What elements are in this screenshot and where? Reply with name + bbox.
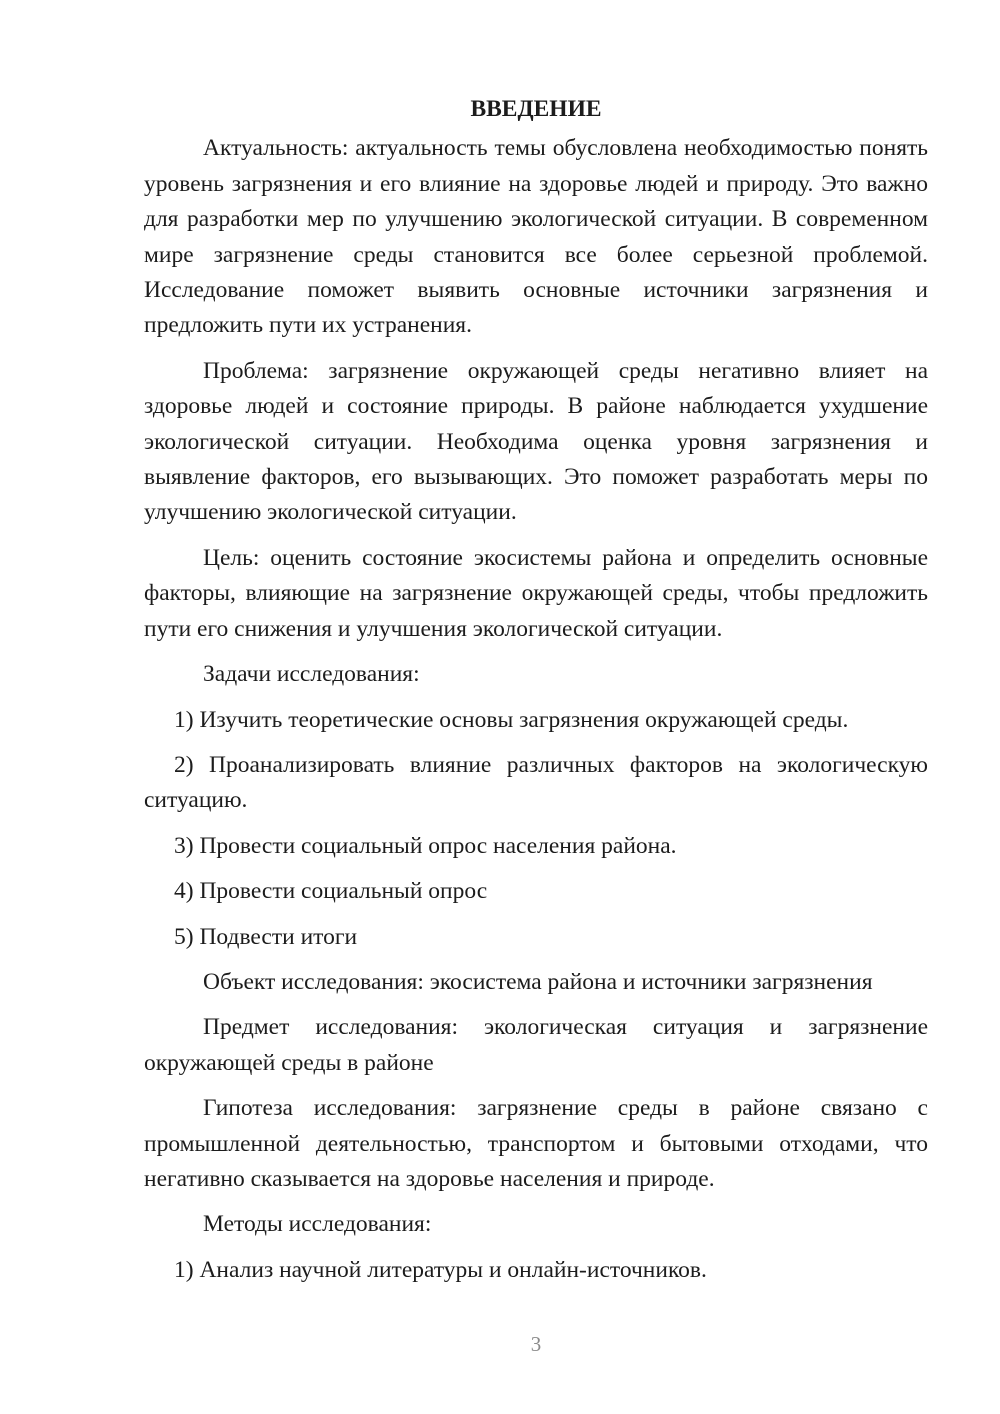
section-title: ВВЕДЕНИЕ bbox=[470, 96, 602, 122]
paragraph-subject: Предмет исследования: экологическая ситуация и загрязнение окружающей среды в районе bbox=[144, 1014, 928, 1076]
list-item-task-3: 3) Провести социальный опрос населения района. bbox=[174, 832, 677, 859]
paragraph-methods-heading: Методы исследования: bbox=[203, 1211, 432, 1238]
list-item-method-1: 1) Анализ научной литературы и онлайн-источников. bbox=[174, 1256, 707, 1283]
document-body bbox=[144, 92, 928, 1288]
list-item-task-5: 5) Подвести итоги bbox=[174, 923, 358, 950]
paragraph-problem: Проблема: загрязнение окружающей среды негативно влияет на здоровье людей и состояние природы. В районе наблюдается ухудшение экологической ситуации. Необходима оценка уровня загрязнения и выявление факторов, его вызывающих. Это поможет разработать меры по улучшению экологической ситуации. bbox=[144, 357, 928, 526]
page-number: 3 bbox=[530, 1332, 542, 1356]
paragraph-hypothesis: Гипотеза исследования: загрязнение среды в районе связано с промышленной деятельностью, транспортом и бытовыми отходами, что негативно сказывается на здоровье населения и природе. bbox=[144, 1095, 928, 1192]
list-item-task-1: 1) Изучить теоретические основы загрязнения окружающей среды. bbox=[174, 706, 849, 733]
list-item-task-2: 2) Проанализировать влияние различных факторов на экологическую ситуацию. bbox=[144, 751, 928, 814]
paragraph-goal: Цель: оценить состояние экосистемы района и определить основные факторы, влияющие на загрязнение окружающей среды, чтобы предложить пути его снижения и улучшения экологической ситуации. bbox=[144, 544, 928, 642]
paragraph-relevance: Актуальность: актуальность темы обусловлена необходимостью понять уровень загрязнения и его влияние на здоровье людей и природу. Это важно для разработки мер по улучшению экологической ситуации. В современном мире загрязнение среды становится все более серьезной проблемой. Исследование поможет выявить основные источники загрязнения и предложить пути их устранения. bbox=[144, 135, 928, 339]
paragraph-tasks-heading: Задачи исследования: bbox=[203, 661, 420, 688]
list-item-task-4: 4) Провести социальный опрос bbox=[174, 878, 488, 905]
paragraph-object: Объект исследования: экосистема района и источники загрязнения bbox=[203, 968, 873, 995]
